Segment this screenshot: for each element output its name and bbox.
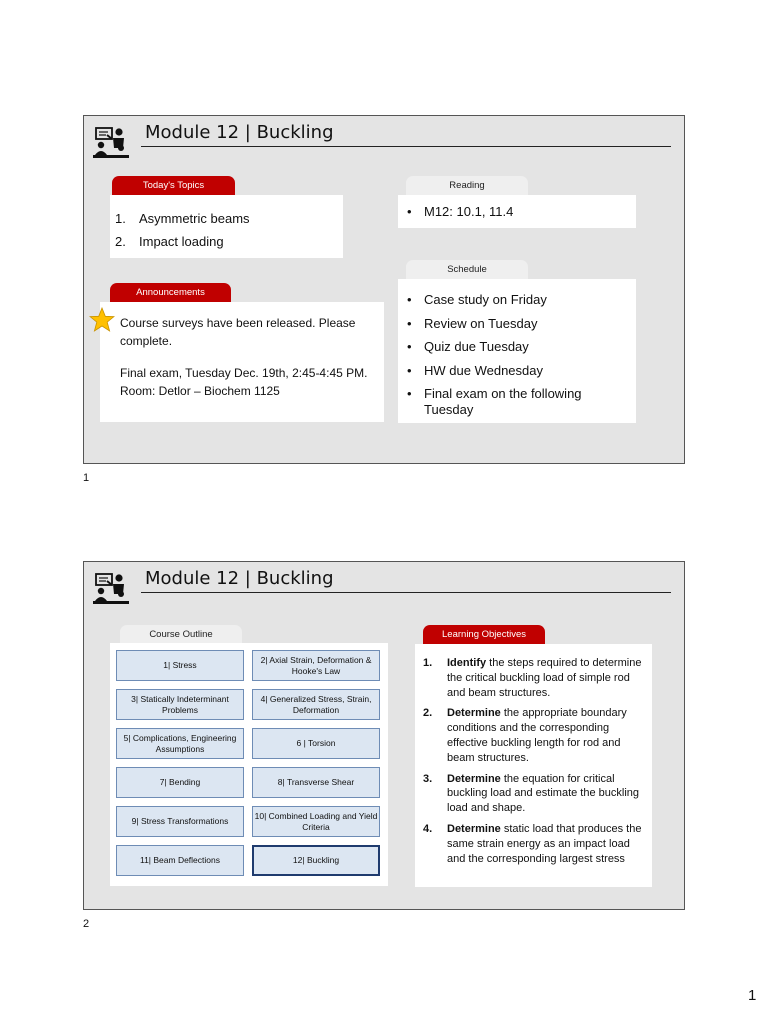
list-item: • Quiz due Tuesday — [407, 339, 529, 354]
schedule-box — [398, 279, 636, 423]
announcement-text — [120, 315, 375, 400]
survey-note: Course surveys have been released. Please complete. — [120, 316, 356, 348]
objective-item: 1. Identify the steps required to determine the critical buckling load of simple rod and beam structures. — [423, 657, 642, 699]
title-divider — [141, 592, 671, 593]
outline-cell: 9| Stress Transformations — [116, 806, 244, 837]
list-item: 2. Impact loading — [115, 234, 224, 249]
slide-title: Module 12 | Buckling — [145, 122, 334, 143]
objectives-list — [415, 644, 652, 866]
room-note: Room: Detlor – Biochem 1125 — [120, 383, 280, 398]
final-exam-note: Final exam, Tuesday Dec. 19th, 2:45-4:45 PM. — [120, 366, 368, 380]
announcements-box — [100, 302, 384, 422]
lecture-presenter-icon — [93, 126, 129, 160]
outline-cell: 10| Combined Loading and Yield Criteria — [252, 806, 380, 837]
schedule-tab: Schedule — [406, 260, 528, 279]
slide-2 — [83, 561, 685, 910]
reading-box — [398, 195, 636, 228]
reading-tab: Reading — [406, 176, 528, 195]
list-item: 1. Asymmetric beams — [115, 211, 250, 226]
list-item: • Final exam on the following Tuesday — [407, 386, 582, 417]
outline-cell: 7| Bending — [116, 767, 244, 798]
topics-list — [110, 195, 343, 253]
objective-item: 3. Determine the equation for critical buckling load and estimate the buckling load and shape. — [423, 772, 640, 815]
star-icon — [89, 307, 115, 333]
slide-number: 1 — [83, 472, 90, 484]
outline-cell: 1| Stress — [116, 650, 244, 681]
outline-cell: 8| Transverse Shear — [252, 767, 380, 798]
slide-number: 2 — [83, 918, 90, 930]
page-number: 1 — [748, 987, 757, 1004]
course-outline-tab: Course Outline — [120, 625, 242, 644]
outline-cell-current: 12| Buckling — [252, 845, 380, 876]
lecture-presenter-icon — [93, 572, 129, 606]
outline-cell: 3| Statically Indeterminant Problems — [116, 689, 244, 720]
list-item: • HW due Wednesday — [407, 362, 543, 378]
schedule-list — [398, 279, 636, 418]
objective-item: 4. Determine static load that produces the same strain energy as an impact load and the corresponding largest stress — [423, 822, 642, 865]
slide-1 — [83, 115, 685, 464]
list-item: • M12: 10.1, 11.4 — [407, 204, 514, 219]
outline-cell: 6 | Torsion — [252, 728, 380, 759]
objective-item: 2. Determine the appropriate boundary conditions and the corresponding effective buckling length for rod and beam structures. — [423, 707, 627, 764]
list-item: • Case study on Friday — [407, 292, 547, 307]
slide-title: Module 12 | Buckling — [145, 568, 334, 589]
announcements-tab: Announcements — [110, 283, 231, 302]
todays-topics-tab: Today's Topics — [112, 176, 235, 195]
learning-objectives-tab: Learning Objectives — [423, 625, 545, 644]
title-divider — [141, 146, 671, 147]
list-item: • Review on Tuesday — [407, 315, 538, 331]
outline-cell: 11| Beam Deflections — [116, 845, 244, 876]
outline-cell: 2| Axial Strain, Deformation & Hooke's Law — [252, 650, 380, 681]
todays-topics-box — [110, 195, 343, 258]
learning-objectives-box — [415, 644, 652, 887]
reading-list — [398, 195, 636, 219]
outline-cell: 4| Generalized Stress, Strain, Deformation — [252, 689, 380, 720]
outline-cell: 5| Complications, Engineering Assumptions — [116, 728, 244, 759]
